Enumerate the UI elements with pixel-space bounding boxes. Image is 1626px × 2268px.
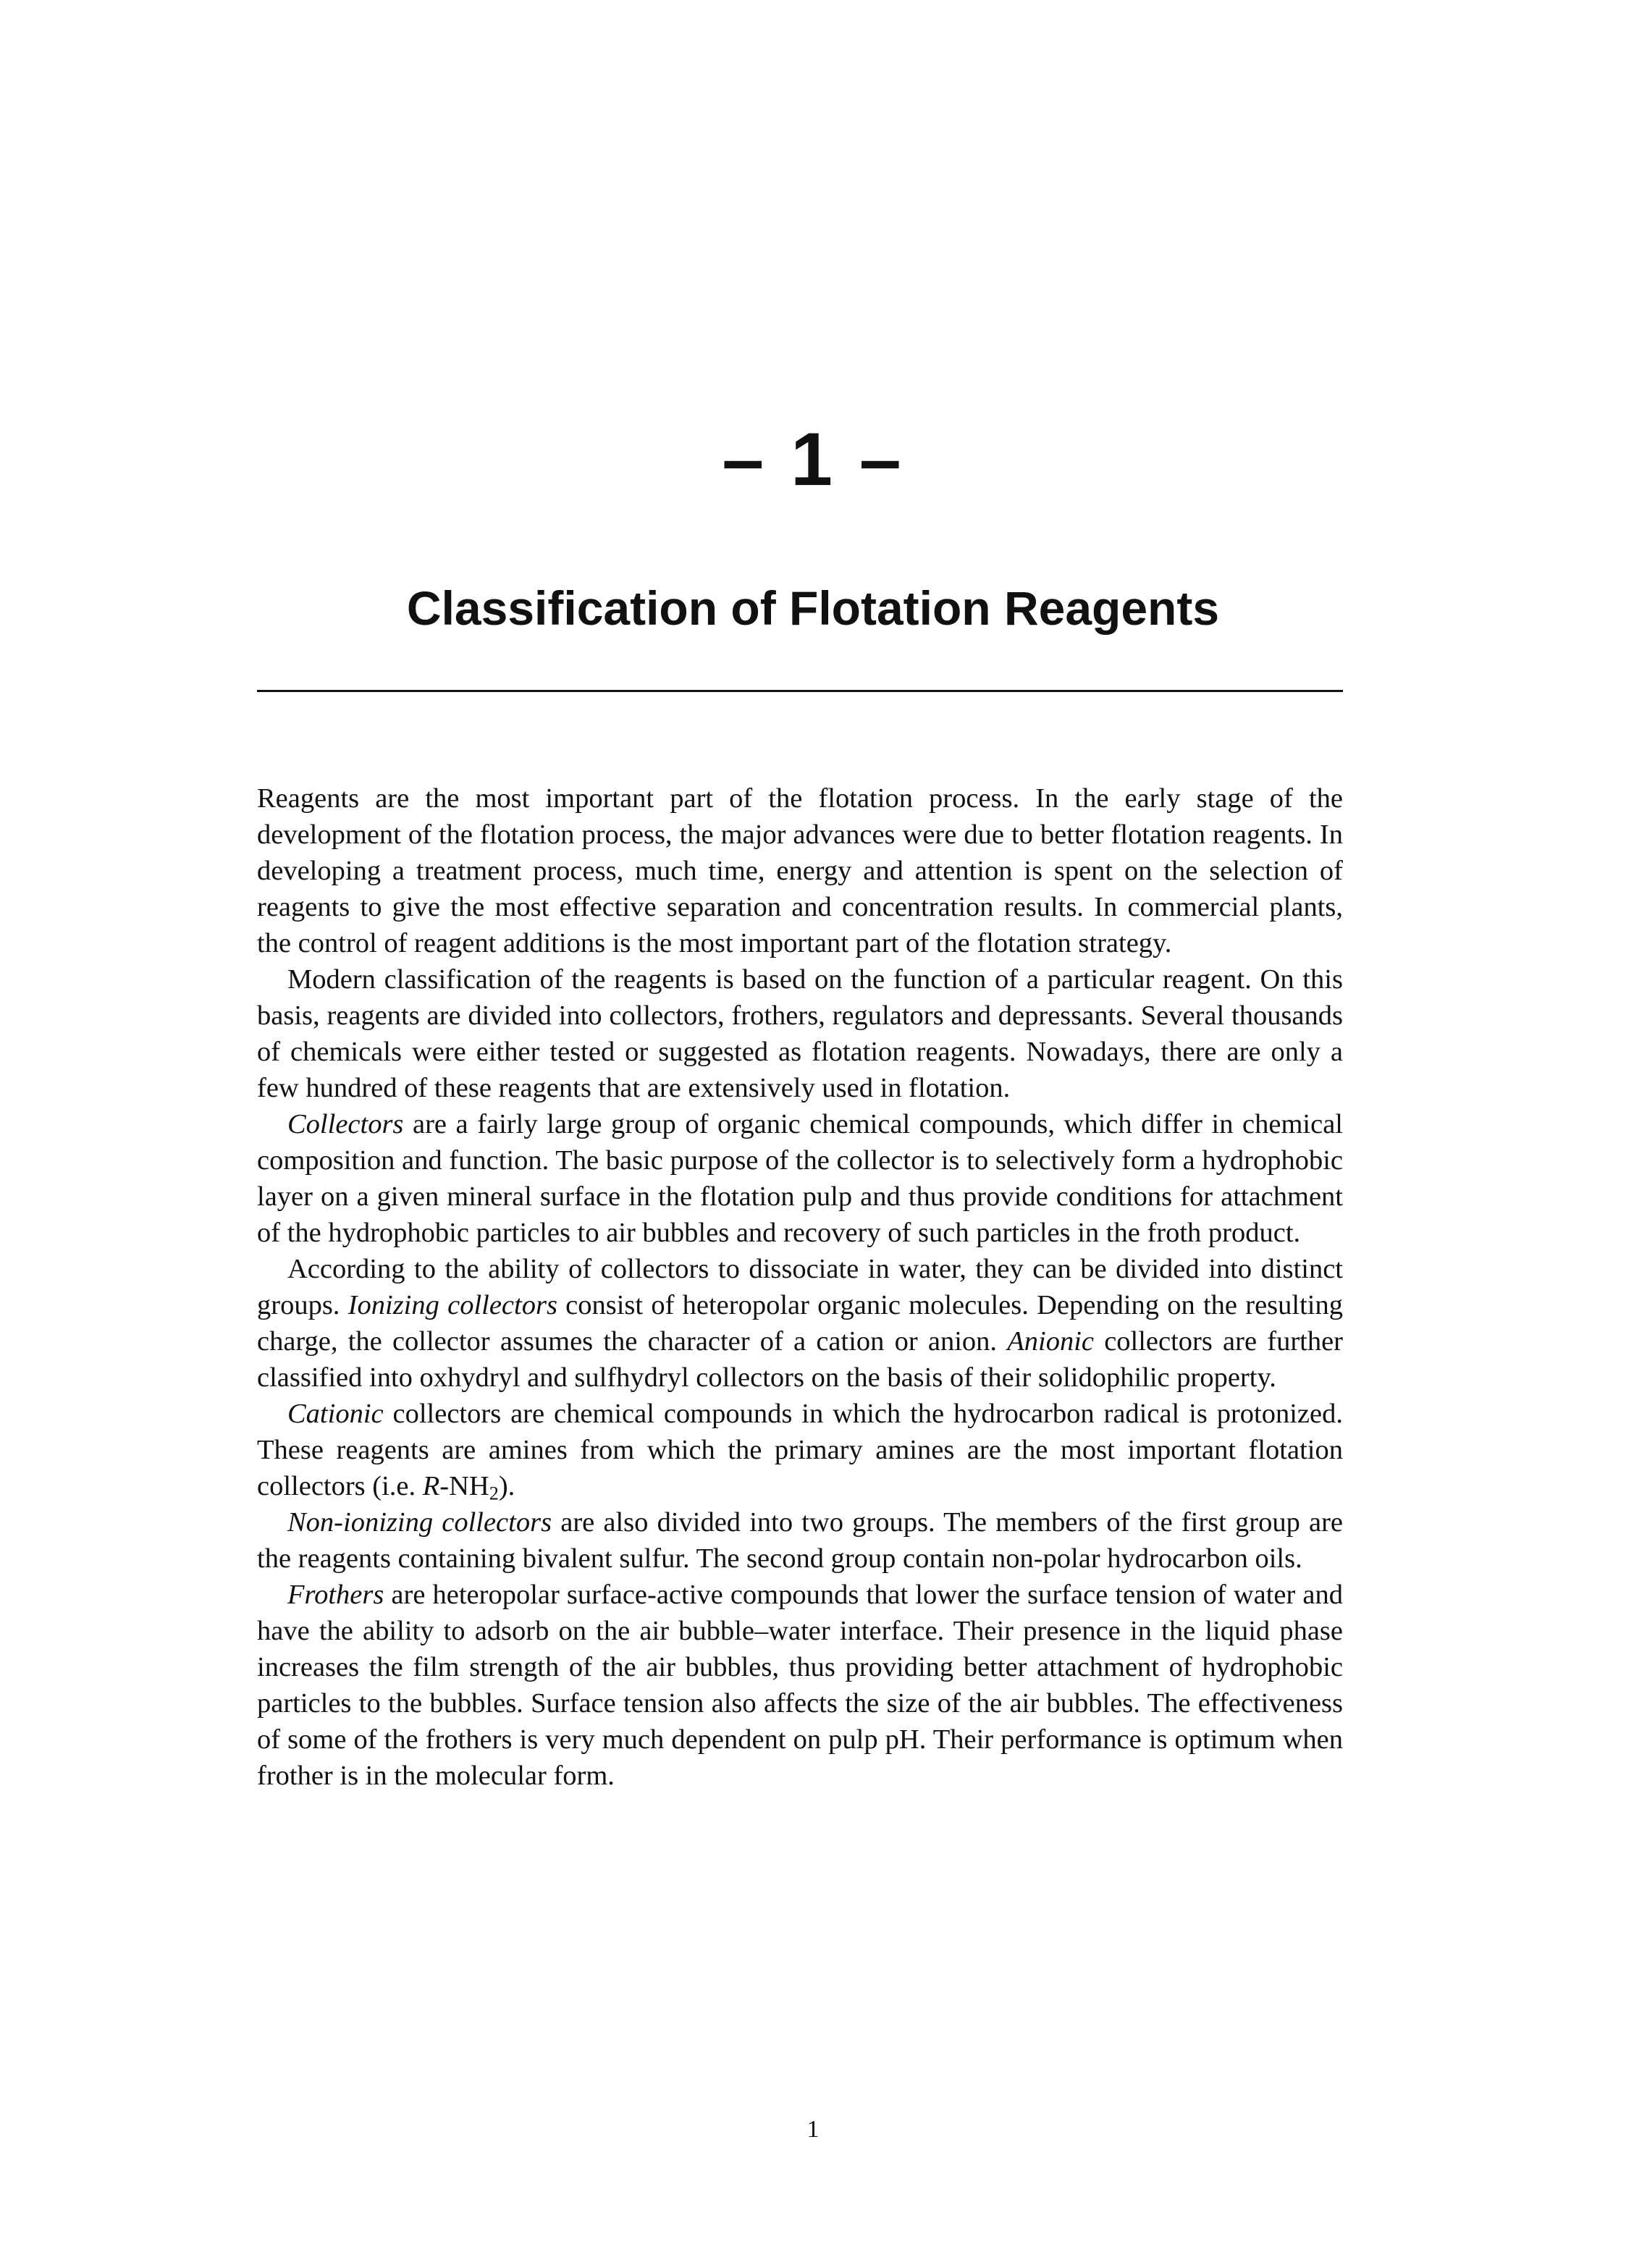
paragraph-4-text-a: According to the ability of collectors to dissociate in water, they can be divided into distinct groups. (257, 1254, 1343, 1320)
paragraph-2-text: Modern classification of the reagents is based on the function of a particular reagent. On this basis, reagents are divided into collectors, frothers, regulators and depressants. Several thousands of chemicals were either tested or suggested as flotation reagents. Nowadays, there are only a few hundred of these reagents that are extensively used in flotation. (257, 964, 1343, 1103)
chapter-number: – 1 – (722, 418, 904, 502)
formula-subscript: 2 (489, 1483, 499, 1504)
term-frothers: Frothers (287, 1580, 384, 1610)
term-cationic: Cationic (287, 1399, 384, 1429)
paragraph-4-text-c: collectors are further classified into oxhydryl and sulfhydryl collectors on the basis of their solidophilic property. (257, 1326, 1343, 1393)
formula-radical: R (422, 1471, 440, 1501)
paragraph-5 (257, 1396, 1343, 1504)
paragraph-1 (257, 780, 1343, 961)
chapter-body (257, 780, 1343, 1794)
term-collectors: Collectors (287, 1109, 404, 1139)
page-number: 1 (806, 2116, 820, 2143)
paragraph-6-text: are also divided into two groups. The members of the first group are the reagents containing bivalent sulfur. The second group contain non-polar hydrocarbon oils. (257, 1507, 1343, 1574)
paragraph-1-text: Reagents are the most important part of the flotation process. In the early stage of the development of the flotation process, the major advances were due to better flotation reagents. In developing a treatment process, much time, energy and attention is spent on the selection of reagents to give the most effective separation and concentration results. In commercial plants, the control of reagent additions is the most important part of the flotation strategy. (257, 783, 1343, 958)
paragraph-3-text: are a fairly large group of organic chemical compounds, which differ in chemical composition and function. The basic purpose of the collector is to selectively form a hydrophobic layer on a given mineral surface in the flotation pulp and thus provide conditions for attachment of the hydrophobic particles to air bubbles and recovery of such particles in the froth product. (257, 1109, 1343, 1248)
term-non-ionizing-collectors: Non-ionizing collectors (287, 1507, 552, 1538)
paragraph-7-text: are heteropolar surface-active compounds that lower the surface tension of water and have the ability to adsorb on the air bubble–water interface. Their presence in the liquid phase increases the film strength of the air bubbles, thus providing better attachment of hydrophobic particles to the bubbles. Surface tension also affects the size of the air bubbles. The effectiveness of some of the frothers is very much dependent on pulp pH. Their performance is optimum when frother is in the molecular form. (257, 1580, 1343, 1791)
title-divider (257, 690, 1343, 692)
paragraph-5-text: collectors are chemical compounds in which the hydrocarbon radical is protonized. These reagents are amines from which the primary amines are the most important flotation collectors (i.e. (257, 1399, 1343, 1501)
chapter-title: Classification of Flotation Reagents (406, 581, 1220, 635)
paragraph-7 (257, 1577, 1343, 1794)
term-anionic: Anionic (1007, 1326, 1094, 1357)
paragraph-4 (257, 1251, 1343, 1396)
paragraph-6 (257, 1504, 1343, 1577)
formula-amine: -NH (439, 1471, 489, 1501)
term-ionizing-collectors: Ionizing collectors (347, 1290, 557, 1320)
paragraph-5-end: ). (498, 1471, 515, 1501)
paragraph-2 (257, 961, 1343, 1106)
paragraph-3 (257, 1106, 1343, 1251)
paragraph-4-text-b: consist of heteropolar organic molecules. Depending on the resulting charge, the collector assumes the character of a cation or anion. (257, 1290, 1343, 1357)
